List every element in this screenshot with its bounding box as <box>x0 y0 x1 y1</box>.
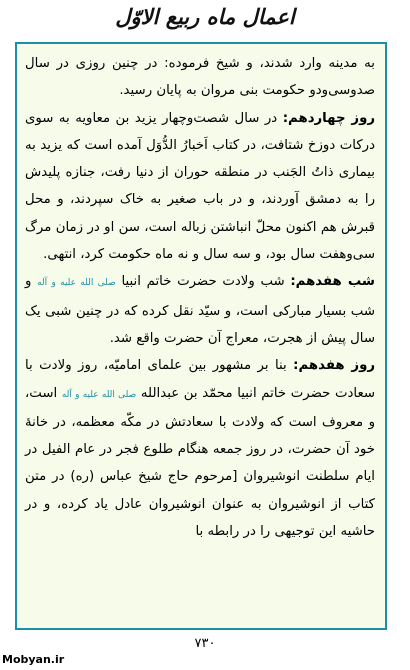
paragraph-day-14 <box>25 105 375 269</box>
page-number: ۷۳۰ <box>194 636 216 651</box>
site-watermark: Mobyan.ir <box>2 653 65 666</box>
paragraph-day-17 <box>25 352 375 545</box>
paragraph-night-17 <box>25 268 375 352</box>
honorific-symbol: صلی الله علیه و آله <box>61 389 137 400</box>
paragraph-text: شب ولادت حضرت خاتم انبیا <box>115 274 291 290</box>
paragraph-text: بنا بر مشهور بین علمای امامیّه، روز ولادت با سعادت حضرت خاتم انبیا محمّد بن عبدالله <box>25 358 375 401</box>
paragraph-heading: شب هفدهم: <box>290 274 376 290</box>
page-body <box>25 50 375 622</box>
honorific-symbol: صلی الله علیه و آله <box>37 278 116 289</box>
page-header <box>0 0 410 40</box>
paragraph-text: و شب بسیار مبارکی است، و سیّد نقل کرده که در چنین شبی یک سال پیش از هجرت، معراج آن حضرت واقع شد. <box>25 274 375 346</box>
chapter-title: اعمال ماه ربیع الاوّل <box>115 4 295 29</box>
paragraph-heading: روز هفدهم: <box>293 358 376 374</box>
paragraph-text: در سال شصت‌وچهار یزید بن معاویه به سوی درکات دوزخ شتافت، در کتاب اَخبارُ الدُّوَل آمده است که یزید به بیماری ذاتُ الجَنب در منطقه حوران از دنیا رفت، جنازه پلیدش را به دمشق آوردند، و در باب صغیر به خاک سپردند، و محل قبرش هم اکنون محلّ انباشتن زباله است، سن او در زمان مرگ سی‌وهفت سال بود، و سه سال و نه ماه حکومت کرد، انتهی. <box>25 110 375 263</box>
paragraph-heading: روز چهاردهم: <box>282 110 375 126</box>
paragraph-intro <box>25 50 375 105</box>
paragraph-text: به مدینه وارد شدند، و شیخ فرموده: در چنین روزی در سال صدوسی‌ودو حکومت بنی مروان به پایان رسید. <box>25 56 375 99</box>
paragraph-text: است، و معروف است که ولادت با سعادتش در مکّه معظمه، در خانهٔ خود آن حضرت، در روز جمعه هنگام طلوع فجر در عام الفیل در ایام سلطنت انوشیروان [مرحوم حاج شیخ عباس (ره) در متن کتاب از انوشیروان به عنوان انوشیروان عادل یاد کرده، و در حاشیه این توجیهی را در رابطه با <box>25 385 375 540</box>
text-frame <box>15 42 387 630</box>
